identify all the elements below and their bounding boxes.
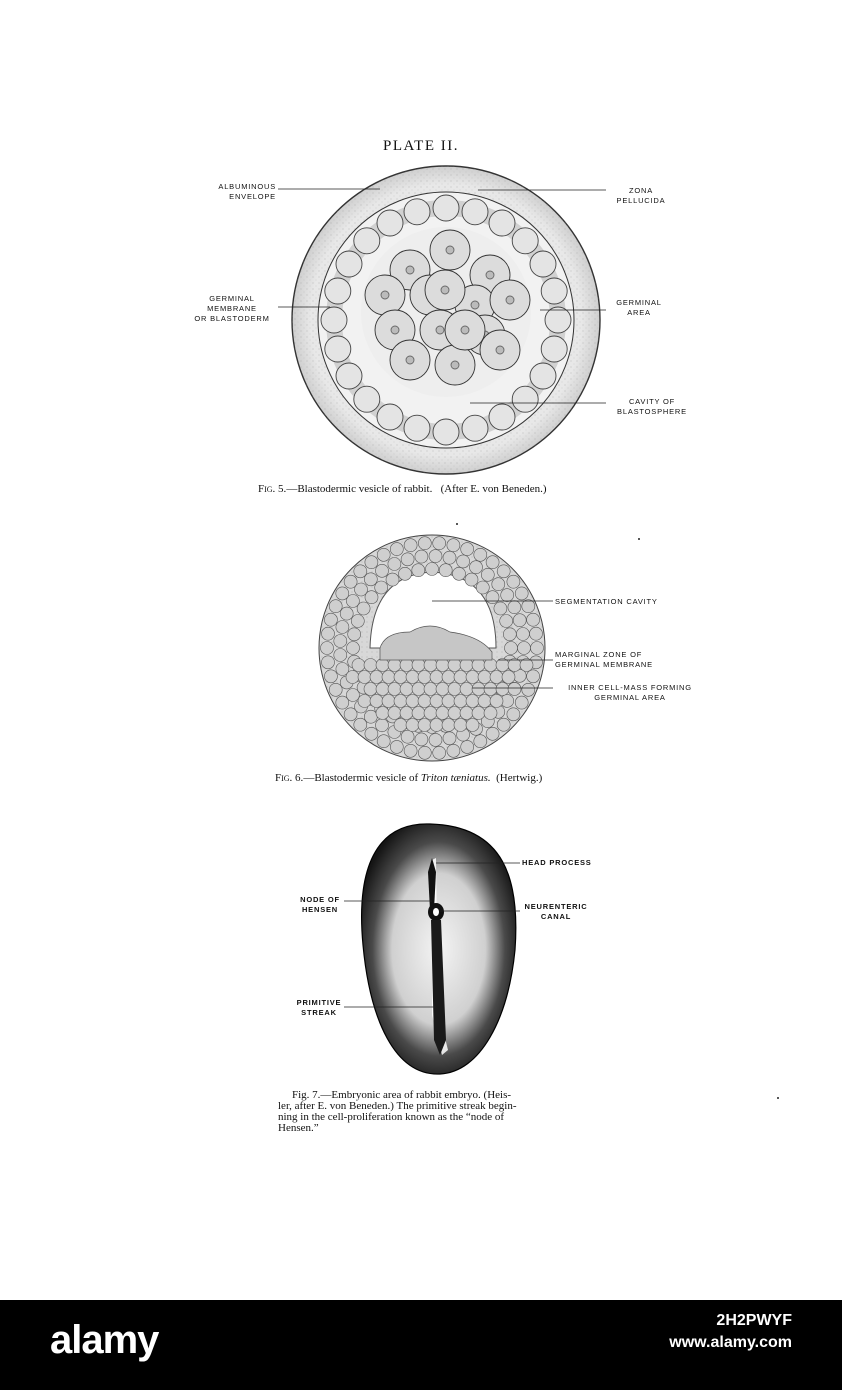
blastoderm-cell — [489, 404, 515, 430]
image-id: 2H2PWYF — [716, 1312, 792, 1329]
blastomere-cell — [522, 600, 535, 613]
inner-mass-cell — [490, 695, 503, 708]
inner-mass-cell — [400, 659, 413, 672]
label-line: INNER CELL-MASS FORMING — [568, 683, 692, 692]
label-line: ZONA — [628, 186, 654, 195]
blastomere-cell — [453, 567, 466, 580]
label-albuminous-envelope — [196, 182, 276, 202]
label-germinal-membrane — [186, 294, 278, 324]
blastoderm-cell — [545, 307, 571, 333]
blastomere-cell — [324, 670, 337, 683]
blastomere-cell — [321, 642, 334, 655]
blastomere-cell — [518, 642, 531, 655]
blastomere-cell — [447, 744, 460, 757]
blastoderm-cell — [489, 210, 515, 236]
inner-mass-cell — [430, 671, 443, 684]
blastomere-cell — [476, 581, 489, 594]
blastomere-cell — [347, 642, 360, 655]
caption-line: Fig. 7.—Embryonic area of rabbit embryo. (Heis- — [292, 1089, 512, 1101]
inner-mass-cell — [394, 719, 407, 732]
label-line: GERMINAL — [616, 298, 662, 307]
inner-mass-cell — [448, 659, 461, 672]
inner-mass-cell — [382, 695, 395, 708]
inner-mass-cell — [376, 659, 389, 672]
blastomere-cell — [404, 539, 417, 552]
label-line: MARGINAL ZONE OF — [555, 650, 643, 659]
cell-nucleus — [506, 296, 514, 304]
inner-mass-cell — [484, 707, 497, 720]
blastomere-cell — [429, 733, 442, 746]
inner-mass-cell — [358, 695, 371, 708]
speck — [638, 538, 640, 540]
inner-mass-cell — [418, 719, 431, 732]
label-zona-pellucida — [608, 186, 674, 206]
blastomere-cell — [354, 565, 367, 578]
blastomere-cell — [497, 718, 510, 731]
inner-mass-cell — [496, 683, 509, 696]
blastomere-cell — [508, 601, 521, 614]
blastomere-cell — [412, 564, 425, 577]
image-info — [669, 1310, 792, 1354]
inner-mass-cell — [520, 659, 533, 672]
inner-mass-cell — [466, 695, 479, 708]
inner-mass-cell — [424, 683, 437, 696]
inner-mass-cell — [394, 695, 407, 708]
inner-mass-cell — [418, 695, 431, 708]
inner-mass-cell — [358, 671, 371, 684]
blastomere-cell — [522, 683, 535, 696]
inner-mass-cell — [508, 683, 521, 696]
caption-source: (Hertwig.) — [496, 772, 543, 784]
plate-title: PLATE II. — [383, 138, 459, 154]
blastomere-cell — [375, 581, 388, 594]
blastoderm-cell — [462, 199, 488, 225]
blastoderm-cell — [462, 415, 488, 441]
blastomere-cell — [457, 555, 470, 568]
blastomere-cell — [415, 733, 428, 746]
blastomere-cell — [530, 627, 543, 640]
watermark-banner — [0, 1300, 842, 1390]
blastomere-cell — [418, 537, 431, 550]
label-marginal-zone — [555, 650, 653, 670]
label-line: ALBUMINOUS — [218, 182, 276, 191]
label-line: GERMINAL — [209, 294, 255, 303]
cell-nucleus — [486, 271, 494, 279]
inner-mass-cell — [364, 659, 377, 672]
caption-text: —Blastodermic vesicle of rabbit. — [286, 483, 433, 495]
blastomere-cell — [377, 548, 390, 561]
inner-mass-cell — [478, 695, 491, 708]
label-line: SEGMENTATION CAVITY — [555, 597, 658, 606]
inner-mass-cell — [454, 671, 467, 684]
caption-text: —Blastodermic vesicle of — [303, 772, 419, 784]
inner-mass-cell — [460, 659, 473, 672]
blastomere-cell — [336, 621, 349, 634]
blastomere-cell — [404, 744, 417, 757]
inner-mass-cell — [388, 659, 401, 672]
blastomere-cell — [346, 595, 359, 608]
blastoderm-cell — [354, 228, 380, 254]
blastomere-cell — [461, 543, 474, 556]
inner-mass-cell — [508, 659, 521, 672]
cell-nucleus — [451, 361, 459, 369]
label-line: NEURENTERIC — [524, 902, 588, 911]
blastomere-cell — [390, 740, 403, 753]
inner-mass-cell — [370, 695, 383, 708]
blastomere-cell — [470, 561, 483, 574]
blastomere-cell — [329, 600, 342, 613]
blastomere-cell — [376, 719, 389, 732]
inner-mass-cell — [442, 719, 455, 732]
inner-mass-cell — [472, 659, 485, 672]
inner-mass-cell — [388, 707, 401, 720]
cell-nucleus — [471, 301, 479, 309]
inner-mass-cell — [430, 719, 443, 732]
label-segmentation-cavity — [555, 597, 658, 607]
blastomere-cell — [388, 558, 401, 571]
inner-mass-cell — [466, 719, 479, 732]
inner-mass-cell — [436, 659, 449, 672]
label-node-of-hensen — [290, 895, 350, 915]
blastomere-cell — [357, 602, 370, 615]
blastomere-cell — [418, 746, 431, 759]
blastomere-cell — [365, 556, 378, 569]
inner-mass-cell — [400, 683, 413, 696]
inner-mass-cell — [412, 659, 425, 672]
inner-mass-cell — [436, 683, 449, 696]
inner-mass-cell — [448, 707, 461, 720]
blastoderm-cell — [325, 278, 351, 304]
inner-mass-cell — [430, 695, 443, 708]
blastomere-cell — [507, 575, 520, 588]
blastomere-cell — [429, 550, 442, 563]
figure-5-caption — [258, 483, 547, 495]
blastoderm-cell — [325, 336, 351, 362]
cell-nucleus — [446, 246, 454, 254]
blastomere-cell — [399, 567, 412, 580]
figure-7-caption — [278, 1090, 602, 1134]
cell-nucleus — [391, 326, 399, 334]
label-line: STREAK — [301, 1008, 337, 1017]
blastomere-cell — [401, 553, 414, 566]
blastomere-cell — [501, 589, 514, 602]
blastomere-cell — [401, 730, 414, 743]
inner-mass-cell — [412, 683, 425, 696]
blastomere-cell — [322, 656, 335, 669]
inner-mass-cell — [442, 695, 455, 708]
inner-mass-cell — [382, 671, 395, 684]
label-head-process — [522, 858, 592, 868]
inner-mass-cell — [394, 671, 407, 684]
blastomere-cell — [503, 628, 516, 641]
blastomere-cell — [390, 543, 403, 556]
blastomere-cell — [507, 708, 520, 721]
inner-mass-cell — [490, 671, 503, 684]
blastomere-cell — [365, 727, 378, 740]
blastomere-cell — [497, 565, 510, 578]
inner-mass-cell — [460, 683, 473, 696]
caption-species: Triton tæniatus. — [420, 772, 491, 784]
blastomere-cell — [426, 563, 439, 576]
blastomere-cell — [377, 735, 390, 748]
cell-nucleus — [441, 286, 449, 294]
blastomere-cell — [505, 642, 518, 655]
blastoderm-cell — [404, 415, 430, 441]
blastomere-cell — [415, 550, 428, 563]
blastomere-cell — [376, 564, 389, 577]
blastomere-cell — [365, 591, 378, 604]
blastomere-cell — [322, 627, 335, 640]
blastoderm-cell — [530, 363, 556, 389]
blastomere-cell — [364, 573, 377, 586]
inner-mass-cell — [478, 671, 491, 684]
blastomere-cell — [527, 613, 540, 626]
blastomere-cell — [443, 551, 456, 564]
blastomere-cell — [329, 683, 342, 696]
blastomere-cell — [433, 537, 446, 550]
blastoderm-cell — [541, 336, 567, 362]
blastomere-cell — [354, 718, 367, 731]
inner-mass-cell — [376, 707, 389, 720]
label-line: HEAD PROCESS — [522, 858, 592, 867]
inner-mass-cell — [346, 671, 359, 684]
inner-mass-cell — [502, 671, 515, 684]
blastomere-cell — [334, 635, 347, 648]
inner-mass-cell — [466, 671, 479, 684]
figure-7-drawing — [362, 824, 516, 1074]
blastomere-cell — [461, 740, 474, 753]
blastomere-cell — [346, 689, 359, 702]
blastoderm-cell — [377, 210, 403, 236]
blastomere-cell — [447, 539, 460, 552]
label-line: GERMINAL MEMBRANE — [555, 660, 653, 669]
blastoderm-cell — [541, 278, 567, 304]
blastoderm-cell — [512, 386, 538, 412]
brand-logo: alamy — [50, 1318, 159, 1362]
inner-mass-cell — [424, 707, 437, 720]
blastomere-cell — [527, 670, 540, 683]
blastoderm-cell — [336, 363, 362, 389]
inner-mass-cell — [424, 659, 437, 672]
inner-mass-cell — [454, 719, 467, 732]
inner-mass-cell — [460, 707, 473, 720]
blastomere-cell — [439, 564, 452, 577]
blastoderm-cell — [336, 251, 362, 277]
blastomere-cell — [364, 710, 377, 723]
inner-mass-cell — [436, 707, 449, 720]
inner-mass-cell — [454, 695, 467, 708]
blastomere-cell — [513, 614, 526, 627]
blastoderm-cell — [377, 404, 403, 430]
caption-fig-number: Fig. 5. — [258, 483, 287, 495]
blastomere-cell — [334, 649, 347, 662]
inner-mass-cell — [448, 683, 461, 696]
blastomere-cell — [433, 746, 446, 759]
caption-line: Hensen.” — [278, 1122, 319, 1134]
inner-mass-cell — [364, 683, 377, 696]
inner-mass-cell — [484, 659, 497, 672]
inner-mass-cell — [472, 707, 485, 720]
cell-nucleus — [406, 356, 414, 364]
inner-mass-cell — [400, 707, 413, 720]
label-line: MEMBRANE — [207, 304, 257, 313]
label-line: GERMINAL AREA — [594, 693, 666, 702]
blastoderm-cell — [433, 419, 459, 445]
inner-mass-cell — [406, 671, 419, 684]
inner-mass-cell — [442, 671, 455, 684]
speck — [777, 1097, 779, 1099]
blastomere-cell — [386, 573, 399, 586]
blastoderm-cell — [433, 195, 459, 221]
blastomere-cell — [340, 607, 353, 620]
cell-nucleus — [381, 291, 389, 299]
inner-mass-cell — [370, 671, 383, 684]
blastomere-cell — [531, 642, 544, 655]
inner-mass-cell — [406, 695, 419, 708]
inner-mass-cell — [418, 671, 431, 684]
figure-6-drawing — [319, 535, 545, 761]
blastomere-cell — [481, 568, 494, 581]
blastomere-cell — [486, 727, 499, 740]
blastomere-cell — [515, 696, 528, 709]
cell-nucleus — [436, 326, 444, 334]
blastoderm-cell — [530, 251, 556, 277]
blastomere-cell — [492, 578, 505, 591]
inner-mass-cell — [406, 719, 419, 732]
blastomere-cell — [486, 591, 499, 604]
label-line: AREA — [627, 308, 651, 317]
blastoderm-cell — [321, 307, 347, 333]
figure-5-drawing — [292, 166, 600, 474]
blastomere-cell — [474, 735, 487, 748]
inner-mass-cell — [496, 659, 509, 672]
label-line: CAVITY OF — [628, 397, 676, 406]
inner-mass-cell — [376, 683, 389, 696]
blastomere-cell — [348, 628, 361, 641]
blastomere-cell — [465, 573, 478, 586]
blastomere-cell — [486, 556, 499, 569]
label-line: PELLUCIDA — [616, 196, 666, 205]
label-neurenteric-canal — [516, 902, 596, 922]
cell-nucleus — [461, 326, 469, 334]
label-inner-cell-mass — [555, 683, 705, 703]
blastoderm-cell — [512, 228, 538, 254]
cell-nucleus — [406, 266, 414, 274]
blastomere-cell — [494, 602, 507, 615]
figure-6-caption — [275, 772, 542, 784]
inner-mass-cell — [388, 683, 401, 696]
label-cavity-of-blastosphere — [606, 397, 698, 417]
caption-fig-number: Fig. 6. — [275, 772, 304, 784]
caption-line: ler, after E. von Beneden.) The primitive streak begin- — [278, 1100, 517, 1112]
label-line: CANAL — [540, 912, 572, 921]
label-line: ENVELOPE — [229, 192, 276, 201]
label-line: BLASTOSPHERE — [617, 407, 687, 416]
blastomere-cell — [500, 615, 513, 628]
inner-mass-cell — [484, 683, 497, 696]
blastomere-cell — [515, 587, 528, 600]
blastomere-cell — [474, 548, 487, 561]
blastoderm-cell — [354, 386, 380, 412]
blastomere-cell — [324, 613, 337, 626]
label-line: HENSEN — [301, 905, 339, 914]
blastomere-cell — [516, 628, 529, 641]
blastomere-cell — [443, 732, 456, 745]
blastomere-cell — [351, 615, 364, 628]
site-url: www.alamy.com — [669, 1334, 792, 1351]
cell-nucleus — [496, 346, 504, 354]
inner-mass-cell — [352, 659, 365, 672]
blastoderm-cell — [404, 199, 430, 225]
label-germinal-area — [606, 298, 672, 318]
label-line: OR BLASTODERM — [194, 314, 270, 323]
label-primitive-streak — [288, 998, 350, 1018]
speck — [456, 523, 458, 525]
inner-mass-cell — [472, 683, 485, 696]
label-line: NODE OF — [300, 895, 340, 904]
inner-mass-cell — [412, 707, 425, 720]
label-line: PRIMITIVE — [296, 998, 342, 1007]
caption-source: (After E. von Beneden.) — [440, 483, 547, 495]
caption-line: ning in the cell-proliferation known as the “node of — [278, 1111, 505, 1123]
